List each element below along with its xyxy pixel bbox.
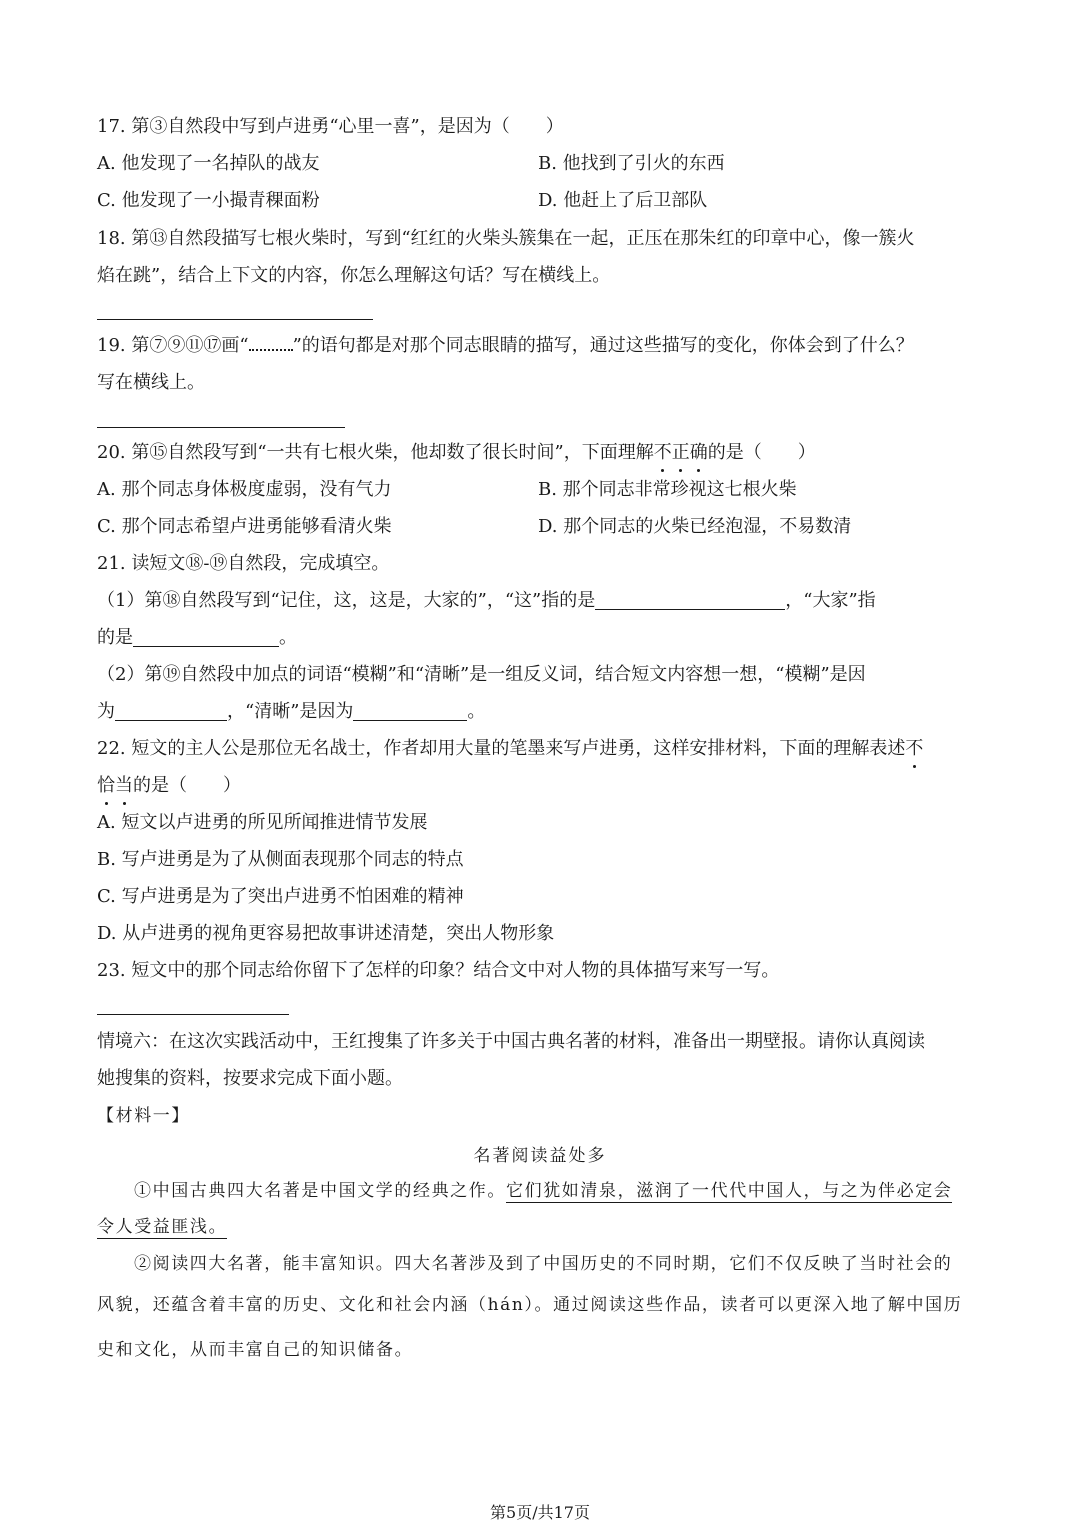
emphasis-dot-char: 正 xyxy=(671,442,690,463)
situation-line2: 她搜集的资料，按要求完成下面小题。 xyxy=(97,1068,403,1089)
q21-blank-qingxi[interactable] xyxy=(353,700,467,721)
q23-stem: 23. 短文中的那个同志给你留下了怎样的印象？结合文中对人物的具体描写来写一写。 xyxy=(97,960,780,981)
q18-stem-line2: 焰在跳”，结合上下文的内容，你怎么理解这句话？写在横线上。 xyxy=(97,265,611,286)
material-p2-line1: ②阅读四大名著，能丰富知识。四大名著涉及到了中国历史的不同时期，它们不仅反映了当时社会的 xyxy=(134,1254,953,1274)
q21-blank-zhe[interactable] xyxy=(595,589,785,610)
q19-stem-part2: ”的语句都是对那个同志眼睛的描写，通过这些描写的变化，你体会到了什么？ xyxy=(292,335,914,356)
q21-sub2-end: 。 xyxy=(467,701,486,722)
q19-stem-line2: 写在横线上。 xyxy=(97,372,205,393)
q21-sub1-text3: 的是 xyxy=(97,627,133,648)
wavy-underline-marker xyxy=(249,335,293,351)
q21-sub2-text2: ，“清晰”是因为 xyxy=(227,701,354,722)
q18-stem-line1: 18. 第⑬自然段描写七根火柴时，写到“红红的火柴头簇集在一起，正压在那朱红的印章中心，像一簇火 xyxy=(97,228,915,249)
q19-stem-part1: 19. 第⑦⑨⑪⑰画“ xyxy=(97,335,249,356)
q21-sub2-line1: （2）第⑲自然段中加点的词语“模糊”和“清晰”是一组反义词，结合短文内容想一想，“模糊”是因 xyxy=(97,664,866,685)
q18-answer-line[interactable] xyxy=(97,319,373,320)
emphasis-dot-char: 当 xyxy=(115,775,133,796)
q21-sub1-text2: ，“大家”指 xyxy=(785,590,876,611)
q22-stem-part1: 22. 短文的主人公是那位无名战士，作者却用大量的笔墨来写卢进勇，这样安排材料，下面的理解表述 xyxy=(97,738,906,759)
q21-sub2-text1: 为 xyxy=(97,701,115,722)
q22-option-d: D. 从卢进勇的视角更容易把故事讲述清楚，突出人物形象 xyxy=(97,923,555,944)
q21-sub1-end: 。 xyxy=(279,627,297,648)
material-title: 名著阅读益处多 xyxy=(473,1146,607,1166)
q17-option-b: B. 他找到了引火的东西 xyxy=(538,153,725,174)
q23-answer-line[interactable] xyxy=(97,1014,289,1015)
material-label: 【材料一】 xyxy=(97,1106,190,1126)
q22-option-a: A. 短文以卢进勇的所见所闻推进情节发展 xyxy=(97,812,428,833)
q19-stem-line1 xyxy=(97,334,914,358)
q22-stem-part2: 的是（ ） xyxy=(133,775,241,796)
q22-stem-line1 xyxy=(97,737,923,761)
situation-line1: 情境六：在这次实践活动中，王红搜集了许多关于中国古典名著的材料，准备出一期壁报。请你认真阅读 xyxy=(97,1031,925,1052)
q20-stem xyxy=(97,441,816,465)
q17-option-d: D. 他赶上了后卫部队 xyxy=(538,190,708,211)
q22-option-b: B. 写卢进勇是为了从侧面表现那个同志的特点 xyxy=(97,849,464,870)
emphasis-dot-char: 恰 xyxy=(97,775,115,796)
q21-sub2-line2 xyxy=(97,700,485,724)
q20-option-b: B. 那个同志非常珍视这七根火柴 xyxy=(538,479,797,500)
q20-stem-part1: 20. 第⑮自然段写到“一共有七根火柴，他却数了很长时间”，下面理解 xyxy=(97,442,654,463)
q21-sub1-line2 xyxy=(97,626,297,650)
q19-answer-line[interactable] xyxy=(97,427,345,428)
q20-stem-part2: 的是（ ） xyxy=(707,442,816,463)
q21-stem: 21. 读短文⑱-⑲自然段，完成填空。 xyxy=(97,553,390,574)
emphasis-dot-char: 不 xyxy=(905,738,924,759)
emphasis-dot-char: 确 xyxy=(689,442,708,463)
material-p1-underlined-cont: 令人受益匪浅。 xyxy=(97,1217,228,1237)
q20-option-d: D. 那个同志的火柴已经泡湿，不易数清 xyxy=(538,516,852,537)
q17-option-c: C. 他发现了一小撮青稞面粉 xyxy=(97,190,320,211)
q21-sub1-line1 xyxy=(97,589,876,613)
material-p1-line1 xyxy=(134,1179,952,1203)
q21-blank-dajia[interactable] xyxy=(133,626,279,647)
q22-stem-line2 xyxy=(97,774,241,798)
q21-blank-mohu[interactable] xyxy=(115,700,227,721)
q21-sub1-text: （1）第⑱自然段写到“记住，这，这是，大家的”，“这”指的是 xyxy=(97,590,596,611)
q20-option-c: C. 那个同志希望卢进勇能够看清火柴 xyxy=(97,516,392,537)
q20-option-a: A. 那个同志身体极度虚弱，没有气力 xyxy=(97,479,392,500)
material-p2-line2: 风貌，还蕴含着丰富的历史、文化和社会内涵（hán）。通过阅读这些作品，读者可以更深入地了解中国历 xyxy=(97,1295,963,1315)
material-p1-line2 xyxy=(97,1215,227,1239)
material-p2-line3: 史和文化，从而丰富自己的知识储备。 xyxy=(97,1340,414,1360)
page-number: 第5页/共17页 xyxy=(490,1503,590,1522)
material-p1-underlined: 它们犹如清泉，滋润了一代代中国人，与之为伴必定会 xyxy=(506,1181,953,1201)
q17-stem: 17. 第③自然段中写到卢进勇“心里一喜”，是因为（ ） xyxy=(97,116,564,137)
q17-option-a: A. 他发现了一名掉队的战友 xyxy=(97,153,320,174)
material-p1-prefix: ①中国古典四大名著是中国文学的经典之作。 xyxy=(134,1181,506,1201)
q22-option-c: C. 写卢进勇是为了突出卢进勇不怕困难的精神 xyxy=(97,886,464,907)
emphasis-dot-char: 不 xyxy=(653,442,672,463)
